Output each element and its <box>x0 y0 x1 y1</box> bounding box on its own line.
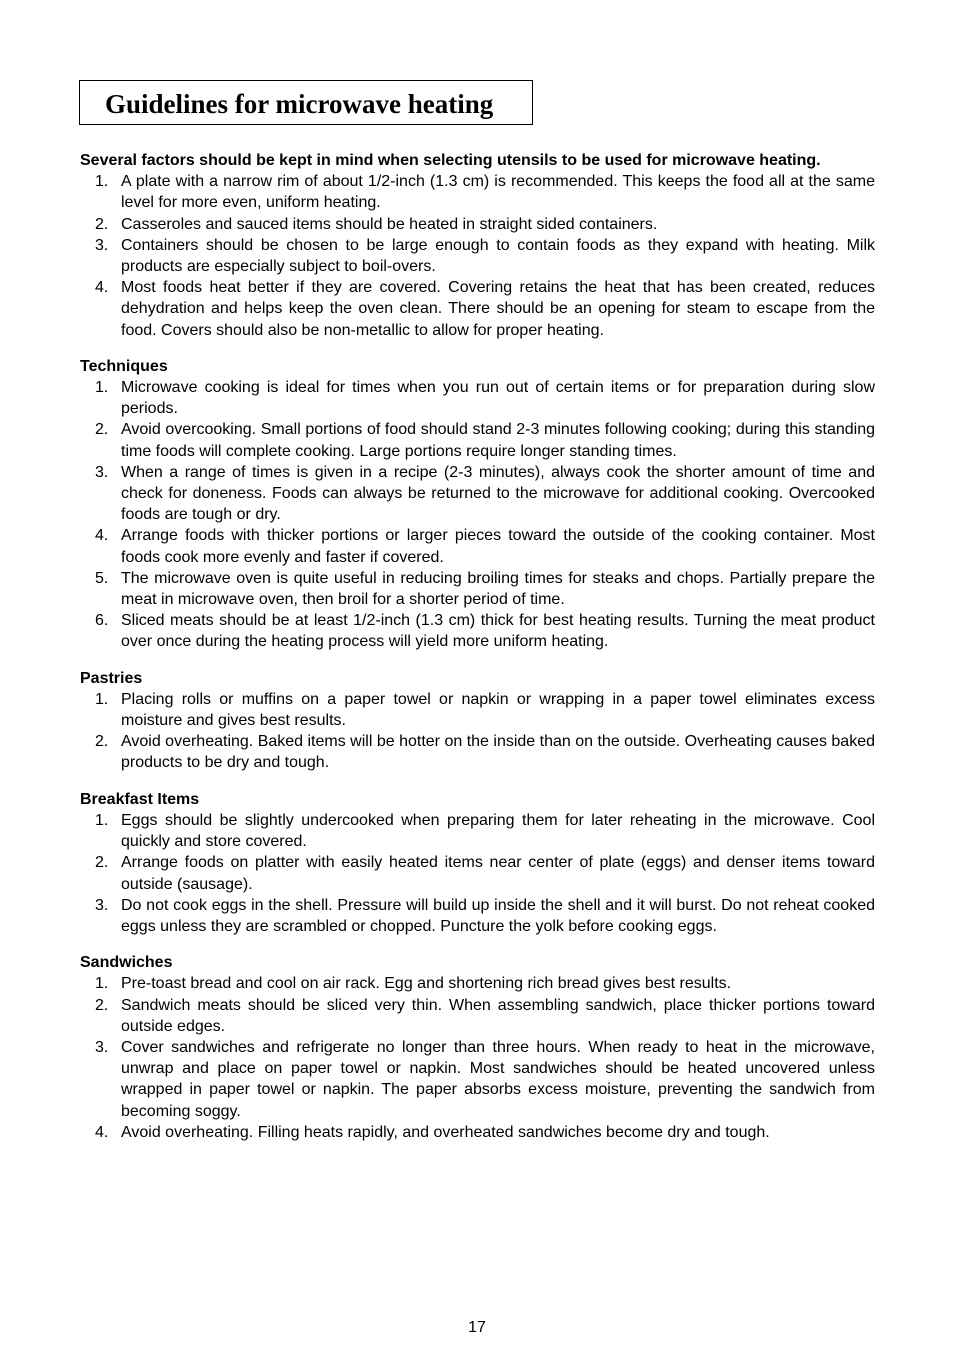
list-item <box>80 235 875 277</box>
list-item <box>80 171 875 213</box>
list-item-number: 5. <box>95 569 109 587</box>
numbered-list <box>80 377 875 653</box>
list-item <box>80 377 875 419</box>
list-item-text: A plate with a narrow rim of about 1/2-inch (1.3 cm) is recommended. This keeps the food all at the same level for more even, uniform heating. <box>121 173 875 212</box>
list-item-text: Placing rolls or muffins on a paper towel or napkin or wrapping in a paper towel eliminates excess moisture and gives best results. <box>121 690 875 730</box>
list-item-number: 3. <box>95 236 109 254</box>
list-item-number: 2. <box>95 996 109 1014</box>
section-heading: Techniques <box>80 357 168 375</box>
title-box <box>79 80 533 125</box>
list-item-text: Containers should be chosen to be large enough to contain foods as they expand with heating. Milk products are especially subject to boil-overs. <box>121 236 875 276</box>
list-item-number: 2. <box>95 733 109 751</box>
section-heading: Sandwiches <box>80 954 173 972</box>
list-item-number: 1. <box>95 690 109 708</box>
list-item-text: Sliced meats should be at least 1/2-inch (1.3 cm) thick for best heating results. Turning the meat product over once during the heating process will yield more uniform heating. <box>121 612 875 651</box>
list-item-number: 4. <box>95 1123 109 1141</box>
list-item <box>80 1037 875 1122</box>
list-item <box>80 462 875 526</box>
list-item <box>80 277 875 341</box>
section <box>80 789 875 937</box>
list-item-text: Sandwich meats should be sliced very thin. When assembling sandwich, place thicker portions toward outside edges. <box>121 996 875 1035</box>
list-item-number: 2. <box>95 215 109 233</box>
list-item-text: Casseroles and sauced items should be heated in straight sided containers. <box>121 215 658 233</box>
list-item-text: When a range of times is given in a recipe (2-3 minutes), always cook the shorter amount of time and check for doneness. Foods can always be returned to the microwave for additional cooking. Overcooked foods are tough or dry. <box>121 463 875 524</box>
page-number: 17 <box>468 1319 486 1336</box>
list-item-number: 2. <box>95 854 109 872</box>
list-item-text: Avoid overcooking. Small portions of food should stand 2-3 minutes following cooking; during this standing time foods will complete cooking. Large portions require longer standing times. <box>121 421 875 460</box>
list-item-text: Pre-toast bread and cool on air rack. Egg and shortening rich bread gives best results. <box>121 975 732 993</box>
document-body <box>80 150 875 1158</box>
section-heading: Several factors should be kept in mind when selecting utensils to be used for microwave heating. <box>80 152 821 169</box>
section <box>80 150 875 341</box>
list-item-number: 4. <box>95 527 109 545</box>
list-item-number: 1. <box>95 811 109 829</box>
list-item-text: Eggs should be slightly undercooked when preparing them for later reheating in the microwave. Cool quickly and store covered. <box>121 811 875 851</box>
numbered-list <box>80 810 875 937</box>
section <box>80 356 875 653</box>
list-item <box>80 214 875 235</box>
list-item-text: Arrange foods with thicker portions or larger pieces toward the outside of the cooking container. Most foods cook more evenly and faster if covered. <box>121 527 875 566</box>
list-item-text: Arrange foods on platter with easily heated items near center of plate (eggs) and denser items toward outside (sausage). <box>121 854 875 893</box>
list-item <box>80 852 875 894</box>
list-item-text: Cover sandwiches and refrigerate no longer than three hours. When ready to heat in the microwave, unwrap and place on paper towel or napkin. Most sandwiches should be heated uncovered unless wrapped in paper towel or napkin. The paper absorbs excess moisture, preventing the sandwich from becoming soggy. <box>121 1038 875 1120</box>
list-item-number: 4. <box>95 279 109 297</box>
list-item <box>80 419 875 461</box>
list-item <box>80 610 875 652</box>
section-heading: Pastries <box>80 669 143 687</box>
list-item <box>80 525 875 567</box>
list-item-number: 3. <box>95 463 109 481</box>
list-item-text: Avoid overheating. Filling heats rapidly, and overheated sandwiches become dry and tough. <box>121 1123 770 1141</box>
list-item <box>80 810 875 852</box>
list-item-text: Avoid overheating. Baked items will be hotter on the inside than on the outside. Overheating causes baked products to be dry and tough. <box>121 733 875 772</box>
list-item-text: Microwave cooking is ideal for times when you run out of certain items or for preparation during slow periods. <box>121 379 875 418</box>
list-item <box>80 1122 875 1143</box>
list-item <box>80 995 875 1037</box>
list-item <box>80 895 875 937</box>
list-item-number: 6. <box>95 612 109 630</box>
list-item-text: Most foods heat better if they are covered. Covering retains the heat that has been created, reduces dehydration and helps keep the oven clean. There should be an opening for steam to escape from the food. Covers should also be non-metallic to allow for proper heating. <box>121 279 875 339</box>
section-heading: Breakfast Items <box>80 790 200 808</box>
list-item <box>80 731 875 773</box>
list-item <box>80 973 875 994</box>
numbered-list <box>80 689 875 774</box>
list-item-text: Do not cook eggs in the shell. Pressure will build up inside the shell and it will burst. Do not reheat cooked eggs unless they are scrambled or chopped. Puncture the yolk before cooking eggs. <box>121 896 875 935</box>
list-item-number: 3. <box>95 896 109 914</box>
list-item-number: 1. <box>95 173 109 191</box>
section <box>80 952 875 1143</box>
section <box>80 668 875 774</box>
numbered-list <box>80 171 875 341</box>
numbered-list <box>80 973 875 1143</box>
list-item <box>80 689 875 731</box>
list-item-number: 1. <box>95 975 109 993</box>
list-item-number: 1. <box>95 379 109 397</box>
list-item-text: The microwave oven is quite useful in reducing broiling times for steaks and chops. Partially prepare the meat in microwave oven, then broil for a shorter period of time. <box>121 569 875 609</box>
list-item-number: 3. <box>95 1038 109 1056</box>
page-title: Guidelines for microwave heating <box>105 89 494 119</box>
list-item-number: 2. <box>95 421 109 439</box>
list-item <box>80 568 875 610</box>
